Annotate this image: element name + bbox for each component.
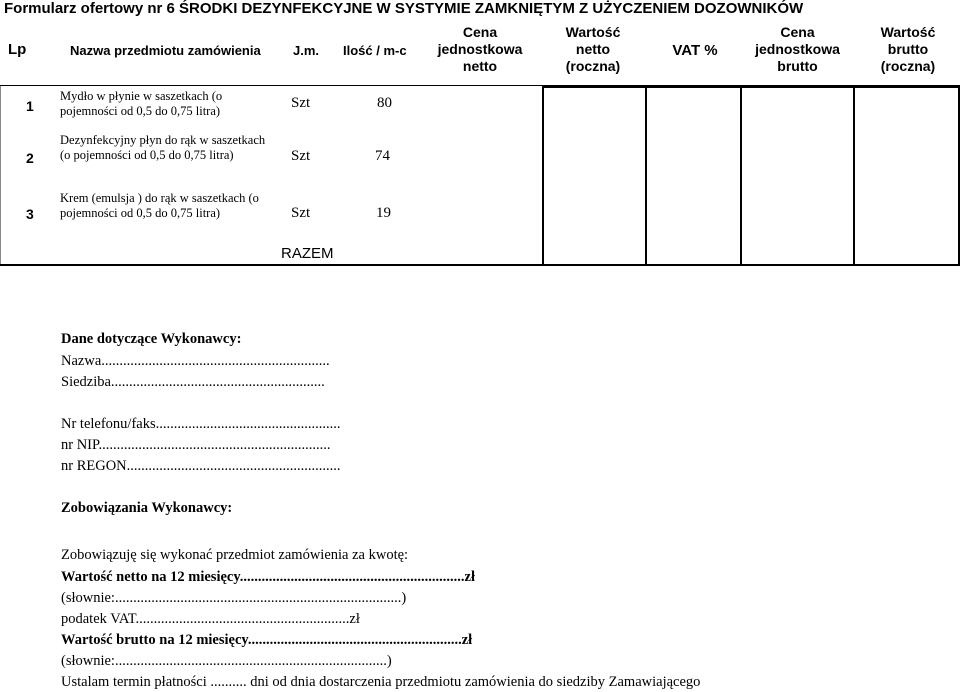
net-value-words: (słownie:...............................................................................): [61, 590, 407, 606]
net-value-line: Wartość netto na 12 miesięcy..............................................................zł: [61, 569, 476, 585]
header-unit-gross-price: Cena jednostkowa brutto: [755, 24, 840, 74]
row-item-name: Mydło w płynie w saszetkach (o pojemności od 0,5 do 0,75 litra): [60, 89, 223, 118]
table-column-border: [853, 86, 855, 264]
contractor-regon-field: nr REGON...........................................................: [61, 458, 341, 474]
row-unit: Szt: [291, 148, 311, 164]
row-quantity: 19: [376, 205, 391, 221]
header-lp: Lp: [8, 41, 27, 58]
header-unit-net-price: Cena jednostkowa netto: [437, 24, 523, 74]
table-column-border: [542, 86, 544, 264]
row-item-name: Dezynfekcyjny płyn do rąk w saszetkach (o pojemności od 0,5 do 0,75 litra): [60, 133, 266, 162]
header-item-name: Nazwa przedmiotu zamówienia: [70, 43, 261, 58]
header-gross-value: Wartość brutto (roczna): [880, 24, 936, 74]
vat-line: podatek VAT...........................................................zł: [61, 611, 360, 627]
contractor-phone-field: Nr telefonu/faks...................................................: [61, 416, 341, 432]
form-title: Formularz ofertowy nr 6 ŚRODKI DEZYNFEKCYJNE W SYSTYMIE ZAMKNIĘTYM Z UŻYCZENIEM DOZOWNIKÓW: [4, 0, 804, 17]
table-column-border: [740, 86, 742, 264]
row-number: 3: [26, 206, 34, 222]
row-unit: Szt: [291, 205, 311, 221]
table-left-border: [0, 86, 1, 264]
contractor-heading: Dane dotyczące Wykonawcy:: [61, 331, 242, 347]
header-unit: J.m.: [293, 43, 320, 58]
header-vat: VAT %: [672, 42, 718, 59]
gross-value-words: (słownie:...........................................................................): [61, 653, 392, 669]
header-net-value: Wartość netto (roczna): [565, 24, 621, 74]
row-quantity: 80: [377, 95, 392, 111]
contractor-address-field: Siedziba...........................................................: [61, 374, 325, 390]
row-quantity: 74: [375, 148, 390, 164]
row-number: 2: [26, 150, 34, 166]
obligations-intro: Zobowiązuję się wykonać przedmiot zamówienia za kwotę:: [61, 547, 409, 563]
row-item-name: Krem (emulsja ) do rąk w saszetkach (o pojemności od 0,5 do 0,75 litra): [60, 191, 259, 220]
table-bottom-border: [0, 264, 960, 266]
row-unit: Szt: [291, 95, 311, 111]
gross-value-line: Wartość brutto na 12 miesięcy...........................................................zł: [61, 632, 473, 648]
obligations-heading: Zobowiązania Wykonawcy:: [61, 500, 233, 516]
contractor-name-field: Nazwa...............................................................: [61, 353, 330, 369]
contractor-nip-field: nr NIP................................................................: [61, 437, 331, 453]
total-label: RAZEM: [281, 245, 334, 262]
header-quantity: Ilość / m-c: [343, 43, 407, 58]
table-header-divider: [542, 86, 960, 88]
table-column-border: [645, 86, 647, 264]
payment-term-line: Ustalam termin płatności .......... dni od dnia dostarczenia przedmiotu zamówienia do siedziby Zamawiającego: [61, 674, 701, 690]
row-number: 1: [26, 98, 34, 114]
